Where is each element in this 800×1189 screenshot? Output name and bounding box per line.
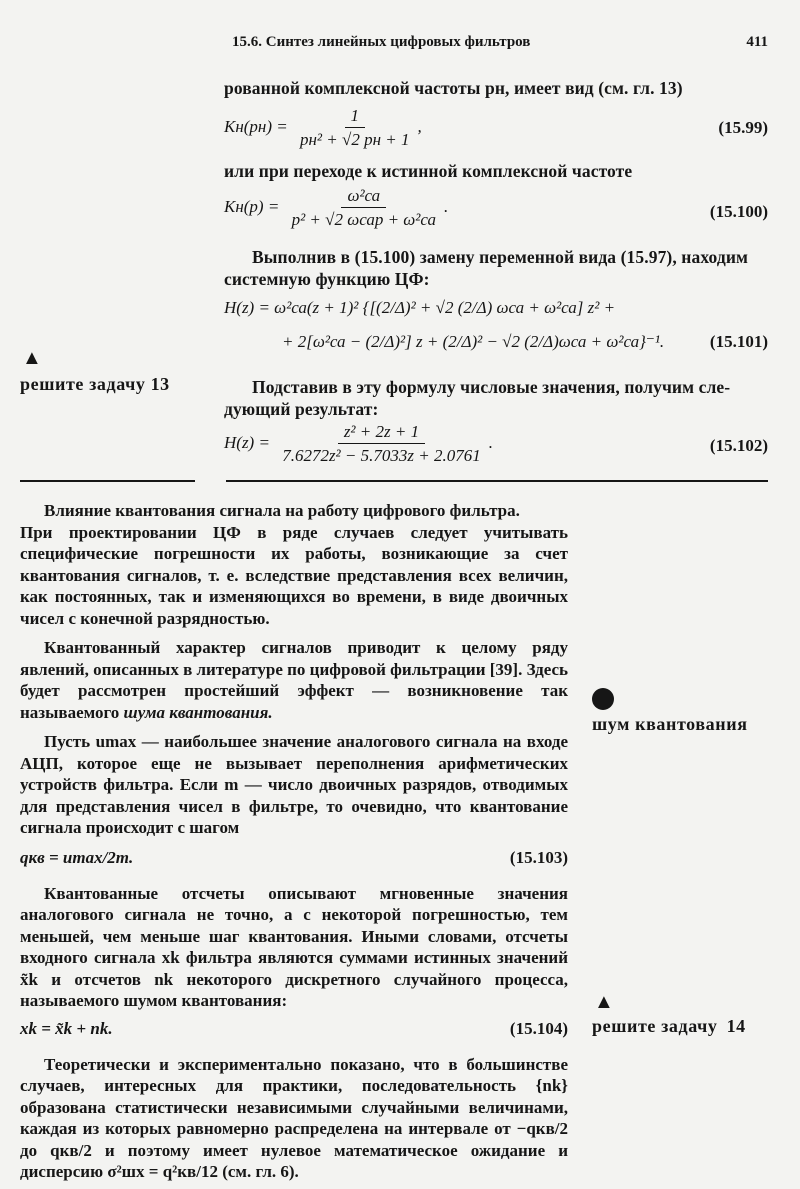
- eq102-numerator: z² + 2z + 1: [338, 422, 425, 444]
- equation-15-104: [20, 1018, 568, 1042]
- eq102-fraction: [276, 422, 487, 466]
- eq100-numerator: ω²са: [341, 186, 386, 208]
- paragraph-3: Пусть umax — наибольшее значение аналогового сигнала на входе АЦП, которое еще не вызывает переполнения арифметических устройств фильтра. Если m — число двоичных разрядов, отводимых для представления чисел в фильтре, то очевидно, что квантование сигнала происходит с шагом: [20, 732, 568, 837]
- triangle-marker-icon: ▲: [22, 347, 42, 369]
- eq103-label: (15.103): [509, 847, 568, 867]
- eq101-line-1: H(z) = ω²са(z + 1)² {[(2/Δ)² + √2 (2/Δ) ωса + ω²са] z² +: [224, 298, 616, 317]
- body-text: [20, 500, 568, 1183]
- eq99-label: (15.99): [718, 118, 768, 137]
- eq100-denominator: p² + √2 ωсаp + ω²са: [291, 210, 437, 229]
- eq102-denominator: 7.6272z² − 5.7033z + 2.0761: [282, 446, 481, 465]
- eq101-line-2: + 2[ω²са − (2/Δ)²] z + (2/Δ)² − √2 (2/Δ)ωса + ω²са}⁻¹.: [282, 332, 665, 351]
- equation-15-103: [20, 847, 568, 871]
- equation-15-99: Kн(pн) = $\frac{1}{\text{pн² + √2 pн + 1}}$ , (15.99): [224, 106, 768, 149]
- running-header: [232, 34, 768, 58]
- page-number: 411: [746, 34, 768, 50]
- margin-task-14: [592, 1016, 746, 1037]
- separator-rule-right: [226, 480, 768, 482]
- equation-15-102: H(z) = $\frac{\text{z² + 2z + 1}}{\text{7.6272z² − 5.7033z + 2.0761}}$ . (15.102): [224, 422, 768, 465]
- eq104-label: (15.104): [509, 1018, 568, 1038]
- bullet-dot-icon: [592, 688, 614, 710]
- equation-15-100: Kн(p) = $\frac{\text{ω²са}}{\text{p² + √2 ωсаp + ω²са}}$ . (15.100): [224, 186, 768, 229]
- eq99-fraction: [294, 106, 416, 150]
- eq101-label: (15.101): [709, 332, 768, 351]
- eq99-denominator: pн² + √2 pн + 1: [300, 130, 410, 149]
- margin-task-13: решите задачу 13: [20, 374, 170, 394]
- margin-noise-label: шум квантования: [592, 714, 748, 734]
- margin-task-14-text: решите задачу: [592, 1016, 718, 1036]
- eq99-numerator: 1: [345, 106, 366, 128]
- separator-rule-left: [20, 480, 195, 482]
- eq100-lhs: Kн(p) =: [224, 196, 280, 216]
- eq100-fraction: [286, 186, 442, 230]
- perform-line-1: Выполнив в (15.100) замену переменной вида (15.97), находим: [252, 247, 749, 267]
- eq104-body: xk = x̃k + nk.: [20, 1018, 113, 1038]
- paragraph-1: При проектировании ЦФ в ряде случаев следует учитывать специфические погрешности их работы, возникающие за счет квантования сигналов, т. е. вследствие представления всех величин, как постоянных, так и изменяющихся во времени, в виде двоичных чисел с конечной разрядностью.: [20, 522, 568, 628]
- eq103-body: qкв = umax/2m.: [20, 847, 134, 867]
- eq99-lhs: Kн(pн) =: [224, 116, 288, 136]
- subst-line-1: Подставив в эту формулу числовые значения, получим сле-: [252, 377, 731, 397]
- or-line: или при переходе к истинной комплексной частоте: [224, 161, 633, 181]
- paragraph-4: Квантованные отсчеты описывают мгновенные значения аналогового сигнала не точно, а с некоторой погрешностью, тем меньшей, чем меньше шаг квантования. Иными словами, отсчеты входного сигнала xk фильтра являются суммами истинных значений x̃k и отсчетов nk некоторого дискретного случайного процесса, называемого шумом квантования:: [20, 883, 568, 1010]
- intro-line: рованной комплексной частоты pн, имеет вид (см. гл. 13): [224, 78, 683, 98]
- paragraph-5: Теоретически и экспериментально показано, что в большинстве случаев, интересных для практики, последовательность {nk} образована статистически независимыми случайными величинами, каждая из которых равномерно распределена на интервале от −qкв/2 до qкв/2 и поэтому имеет нулевое математическое ожидание и дисперсию σ²шх = q²кв/12 (см. гл. 6).: [20, 1054, 568, 1181]
- section-heading: Влияние квантования сигнала на работу цифрового фильтра.: [44, 501, 520, 520]
- eq102-lhs: H(z) =: [224, 432, 270, 452]
- triangle-marker-icon-2: ▲: [594, 991, 614, 1013]
- paragraph-2-term: шума квантования.: [123, 702, 273, 722]
- paragraph-2: [20, 637, 568, 723]
- margin-task-14-number: 14: [726, 1016, 746, 1036]
- eq100-label: (15.100): [709, 202, 768, 221]
- running-title: 15.6. Синтез линейных цифровых фильтров: [232, 34, 531, 50]
- eq102-label: (15.102): [709, 436, 768, 455]
- perform-line-2: системную функцию ЦФ:: [224, 269, 430, 289]
- subst-line-2: дующий результат:: [224, 399, 379, 419]
- paragraph-2-text: Квантованный характер сигналов приводит к целому ряду явлений, описанных в литературе по цифровой фильтрации [39]. Здесь будет рассмотрен простейший эффект — возникновение так называемого: [20, 638, 569, 722]
